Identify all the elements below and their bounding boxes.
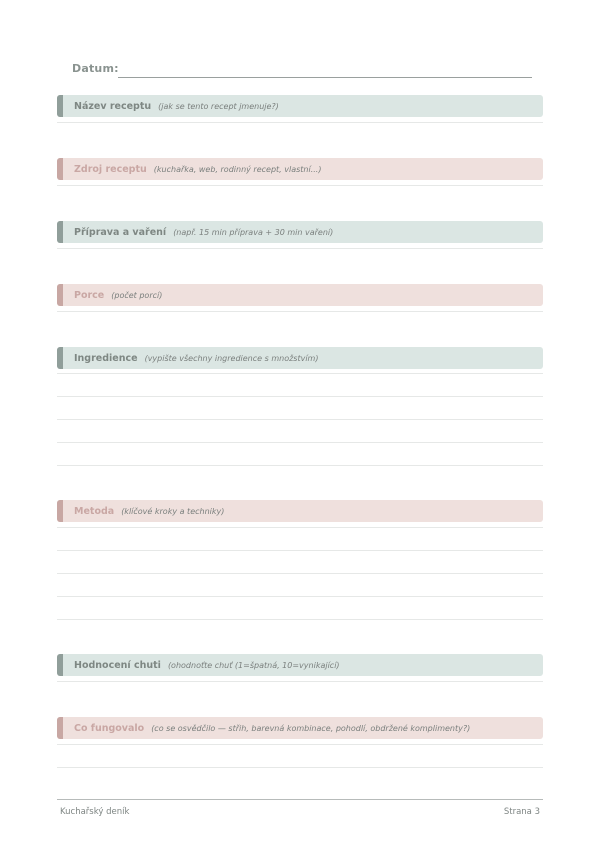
section-title: Porce [74, 289, 105, 301]
writing-line[interactable] [57, 681, 543, 682]
writing-line[interactable] [57, 527, 543, 528]
section-title: Název receptu [74, 100, 152, 112]
section-hint: (vypište všechny ingredience s množstvím) [144, 353, 319, 363]
date-label: Datum: [72, 62, 119, 75]
writing-line[interactable] [57, 619, 543, 620]
section-title: Hodnocení chuti [74, 659, 161, 671]
writing-line[interactable] [57, 767, 543, 768]
section-recipe-source [57, 158, 543, 180]
section-hint: (ohodnoťte chuť (1=špatná, 10=vynikající) [167, 660, 340, 670]
section-ingredients [57, 347, 543, 369]
section-hint: (co se osvědčilo — střih, barevná kombinace, pohodlí, obdržené komplimenty?) [151, 723, 471, 733]
section-accent-bar [57, 95, 63, 117]
section-title: Zdroj receptu [74, 163, 147, 175]
date-row [72, 62, 532, 80]
section-what-worked [57, 717, 543, 739]
section-accent-bar [57, 500, 63, 522]
section-accent-bar [57, 221, 63, 243]
writing-line[interactable] [57, 596, 543, 597]
footer-journal-name: Kuchařský deník [60, 807, 130, 817]
section-accent-bar [57, 347, 63, 369]
section-title: Ingredience [74, 352, 138, 364]
section-title: Co fungovalo [74, 722, 145, 734]
section-method [57, 500, 543, 522]
writing-line[interactable] [57, 550, 543, 551]
writing-line[interactable] [57, 373, 543, 374]
section-recipe-name [57, 95, 543, 117]
footer-divider [57, 799, 543, 800]
section-servings [57, 284, 543, 306]
date-input-line[interactable] [118, 77, 532, 78]
section-hint: (počet porcí) [111, 290, 163, 300]
section-taste-rating [57, 654, 543, 676]
section-accent-bar [57, 284, 63, 306]
writing-line[interactable] [57, 185, 543, 186]
writing-line[interactable] [57, 311, 543, 312]
section-hint: (např. 15 min příprava + 30 min vaření) [173, 227, 334, 237]
section-title: Příprava a vaření [74, 226, 167, 238]
section-hint: (kuchařka, web, rodinný recept, vlastní...) [153, 164, 322, 174]
section-hint: (jak se tento recept jmenuje?) [158, 101, 279, 111]
section-hint: (klíčové kroky a techniky) [121, 506, 225, 516]
section-accent-bar [57, 717, 63, 739]
writing-line[interactable] [57, 419, 543, 420]
footer-page-number: Strana 3 [503, 807, 540, 817]
section-accent-bar [57, 654, 63, 676]
writing-line[interactable] [57, 744, 543, 745]
writing-line[interactable] [57, 442, 543, 443]
section-prep-cook [57, 221, 543, 243]
writing-line[interactable] [57, 396, 543, 397]
writing-line[interactable] [57, 573, 543, 574]
writing-line[interactable] [57, 122, 543, 123]
writing-line[interactable] [57, 248, 543, 249]
section-accent-bar [57, 158, 63, 180]
writing-line[interactable] [57, 465, 543, 466]
section-title: Metoda [74, 505, 115, 517]
